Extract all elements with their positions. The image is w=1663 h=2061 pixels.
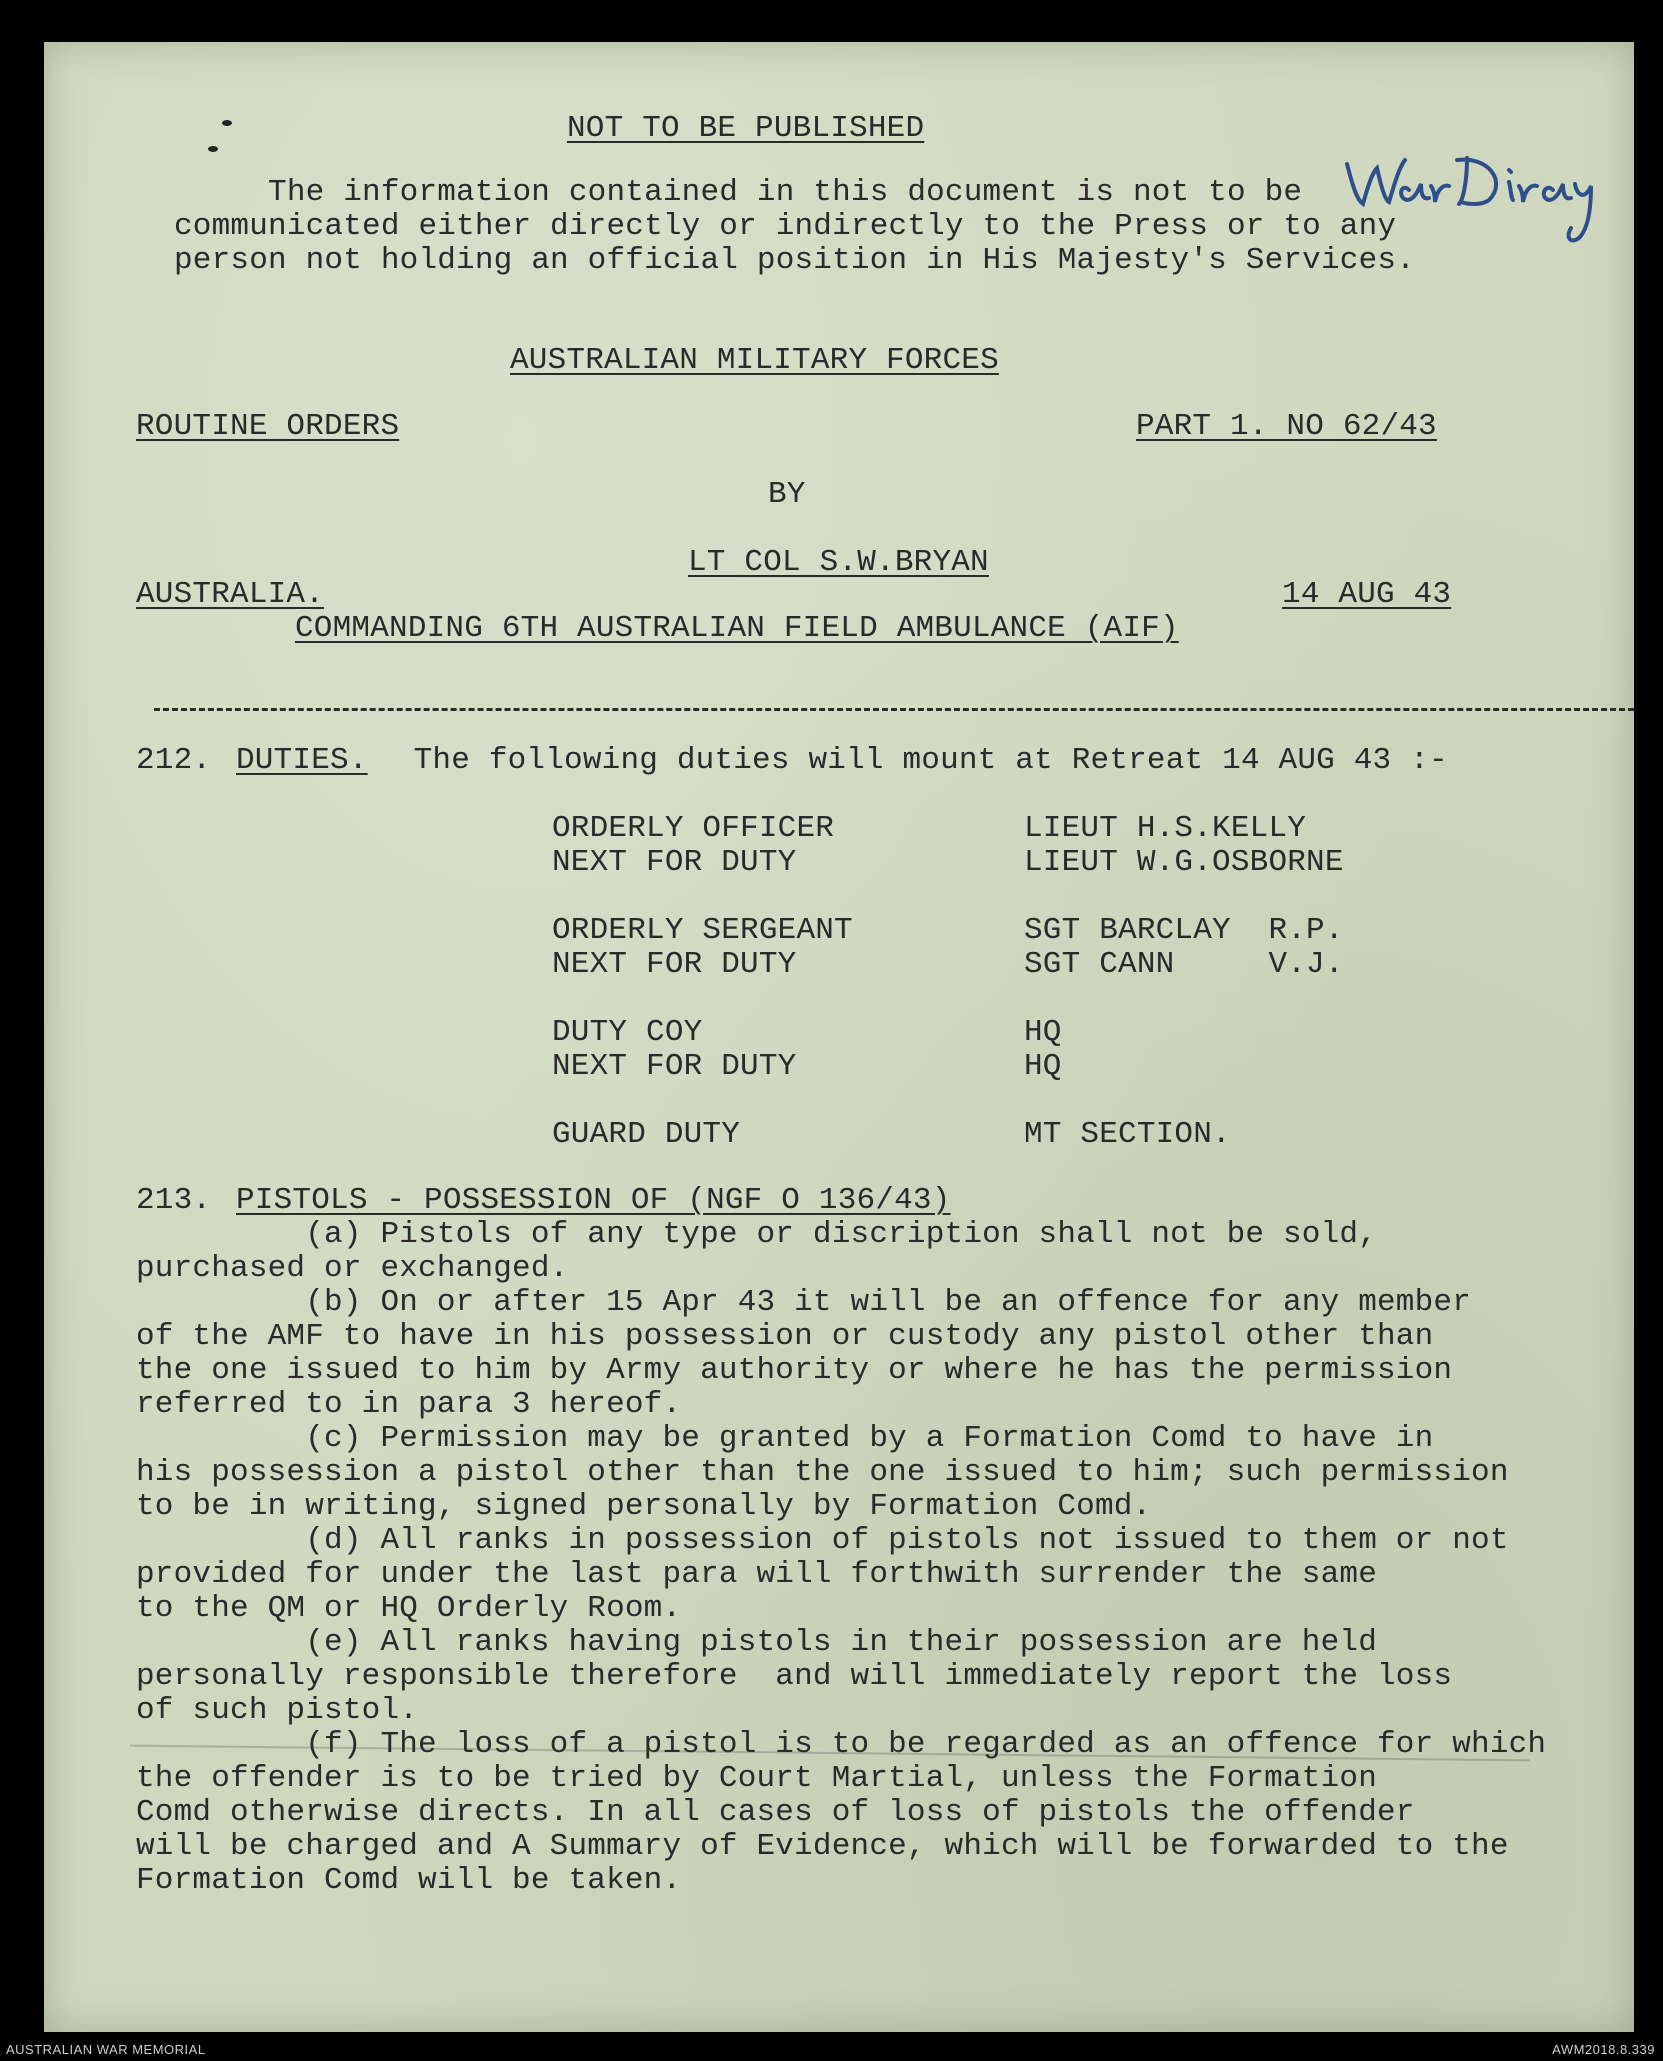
duty-role: NEXT FOR DUTY [552, 947, 797, 982]
para-213-line: (e) All ranks having pistols in their possession are held [136, 1625, 1377, 1660]
duty-role: ORDERLY SERGEANT [552, 913, 853, 948]
duty-name: LIEUT W.G.OSBORNE [1024, 845, 1344, 880]
footer-record-id: AWM2018.8.339 [1552, 2042, 1655, 2057]
para-213-line: (c) Permission may be granted by a Formation Comd to have in [136, 1421, 1434, 1456]
part-number: PART 1. NO 62/43 [1136, 409, 1437, 444]
para-213-line: referred to in para 3 hereof. [136, 1387, 682, 1422]
duty-role: DUTY COY [552, 1015, 703, 1050]
para-213-line: Formation Comd will be taken. [136, 1863, 682, 1898]
para-213-line: (b) On or after 15 Apr 43 it will be an offence for any member [136, 1285, 1472, 1320]
para-213-line: to be in writing, signed personally by Formation Comd. [136, 1489, 1152, 1524]
forces-title: AUSTRALIAN MILITARY FORCES [510, 343, 999, 378]
duty-name: MT SECTION. [1024, 1117, 1231, 1152]
duty-name: HQ [1024, 1015, 1062, 1050]
para-213-line: provided for under the last para will forthwith surrender the same [136, 1557, 1377, 1592]
para-213-line: of the AMF to have in his possession or custody any pistol other than [136, 1319, 1434, 1354]
para-213-line: personally responsible therefore and will immediately report the loss [136, 1659, 1453, 1694]
para-213-line: the one issued to him by Army authority or where he has the permission [136, 1353, 1453, 1388]
para-213-line: to the QM or HQ Orderly Room. [136, 1591, 682, 1626]
notice-line: communicated either directly or indirectly to the Press or to any [174, 209, 1397, 244]
order-date: 14 AUG 43 [1282, 577, 1452, 612]
para-213-line: (f) The loss of a pistol is to be regarded as an offence for which [136, 1727, 1547, 1762]
routine-orders-label: ROUTINE ORDERS [136, 409, 400, 444]
para-213-number: 213. [136, 1183, 212, 1218]
para-213-line: the offender is to be tried by Court Martial, unless the Formation [136, 1761, 1377, 1796]
para-213-line: purchased or exchanged. [136, 1251, 569, 1286]
para-212-heading: DUTIES. [236, 743, 368, 778]
duty-role: NEXT FOR DUTY [552, 1049, 797, 1084]
not-published-heading: NOT TO BE PUBLISHED [567, 111, 925, 146]
para-212-intro: The following duties will mount at Retreat 14 AUG 43 :- [376, 743, 1448, 778]
duty-name: SGT BARCLAY R.P. [1024, 913, 1344, 948]
notice-line: The information contained in this document is not to be [174, 175, 1303, 210]
para-213-line: his possession a pistol other than the one issued to him; such permission [136, 1455, 1509, 1490]
location-label: AUSTRALIA. [136, 577, 325, 612]
footer-institution: AUSTRALIAN WAR MEMORIAL [6, 2042, 206, 2057]
duty-role: ORDERLY OFFICER [552, 811, 835, 846]
notice-line: person not holding an official position in His Majesty's Services. [174, 243, 1415, 278]
para-213-line: will be charged and A Summary of Evidence, which will be forwarded to the [136, 1829, 1509, 1864]
duty-role: GUARD DUTY [552, 1117, 741, 1152]
commander-name: LT COL S.W.BRYAN [688, 545, 989, 580]
para-213-line: (d) All ranks in possession of pistols not issued to them or not [136, 1523, 1509, 1558]
section-divider [154, 708, 1634, 711]
duty-name: HQ [1024, 1049, 1062, 1084]
by-label: BY [768, 477, 806, 512]
punch-hole [208, 146, 218, 152]
para-212-number: 212. [136, 743, 212, 778]
para-213-heading: PISTOLS - POSSESSION OF (NGF O 136/43) [236, 1183, 951, 1218]
para-213-line: Comd otherwise directs. In all cases of loss of pistols the offender [136, 1795, 1415, 1830]
para-213-line: of such pistol. [136, 1693, 419, 1728]
duty-name: LIEUT H.S.KELLY [1024, 811, 1307, 846]
punch-hole [222, 120, 232, 126]
para-213-line: (a) Pistols of any type or discription shall not be sold, [136, 1217, 1377, 1252]
unit-title: COMMANDING 6TH AUSTRALIAN FIELD AMBULANCE (AIF) [295, 611, 1179, 646]
duty-name: SGT CANN V.J. [1024, 947, 1344, 982]
duty-role: NEXT FOR DUTY [552, 845, 797, 880]
